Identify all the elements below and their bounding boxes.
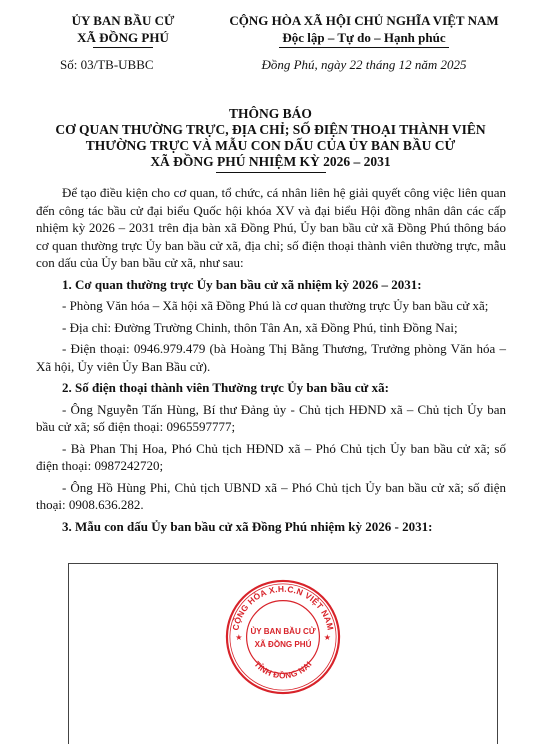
section1-item: - Điện thoại: 0946.979.479 (bà Hoàng Thị Bằng Thương, Trưởng phòng Văn hóa – Xã hội, Ủy viên Ủy Ban Bầu cử). (36, 341, 506, 374)
stamp-ring-bottom-text: TỈNH ĐỒNG NAI (252, 659, 314, 681)
title-underline (216, 172, 326, 173)
stamp-center-line2: XÃ ĐỒNG PHÚ (254, 639, 312, 649)
stamp-ring-top-text: CỘNG HÒA X.H.C.N VIỆT NAM (230, 583, 336, 632)
intro-paragraph: Để tạo điều kiện cho cơ quan, tổ chức, cá nhân liên hệ giải quyết công việc liên quan đến công tác bầu cử đại biểu Quốc hội khóa XV và đại biểu Hội đồng nhân dân các cấp nhiệm kỳ 2026 – 2031 trên địa bàn xã Đồng Phú, Ủy ban bầu cử xã Đồng Phú thông báo cơ quan thường trực Ủy ban bầu cử xã, địa chỉ; số điện thoại thành viên thường trực, mẫu con dấu của Ủy ban bầu cử xã, như sau: (36, 185, 506, 270)
section2-item: - Ông Hồ Hùng Phi, Chủ tịch UBND xã – Phó Chủ tịch Ủy ban bầu cử xã; số điện thoại: 0908.636.282. (36, 479, 506, 512)
document-title (20, 106, 521, 173)
stamp-center-line1: ỦY BAN BẦU CỬ (250, 627, 316, 637)
issue-date: Đồng Phú, ngày 22 tháng 12 năm 2025 (261, 57, 467, 72)
stamp-sample-box (68, 563, 498, 744)
motto-underline (279, 47, 449, 48)
stamp-star-left-icon: ★ (235, 632, 243, 642)
document-number: Số: 03/TB-UBBC (60, 57, 154, 72)
title-line1: THÔNG BÁO (229, 106, 312, 121)
section1-item: - Phòng Văn hóa – Xã hội xã Đồng Phú là cơ quan thường trực Ủy ban bầu cử xã; (62, 298, 489, 313)
title-line4: XÃ ĐỒNG PHÚ NHIỆM KỲ 2026 – 2031 (150, 154, 391, 169)
nation-name: CỘNG HÒA XÃ HỘI CHỦ NGHĨA VIỆT NAM (229, 13, 499, 28)
org-name-line1: ỦY BAN BẦU CỬ (71, 13, 175, 28)
org-underline (93, 47, 153, 48)
section1-heading: 1. Cơ quan thường trực Ủy ban bầu cử xã nhiệm kỳ 2026 – 2031: (62, 276, 422, 292)
section2-heading: 2. Số điện thoại thành viên Thường trực Ủy ban bầu cử xã: (62, 380, 389, 395)
section1-item: - Địa chỉ: Đường Trường Chinh, thôn Tân An, xã Đồng Phú, tỉnh Đồng Nai; (62, 319, 458, 335)
title-line3: THƯỜNG TRỰC VÀ MẪU CON DẤU CỦA ỦY BAN BẦU CỬ (85, 138, 456, 153)
section2-item: - Ông Nguyễn Tấn Hùng, Bí thư Đảng ủy - Chủ tịch HĐND xã – Chủ tịch Ủy ban bầu cử xã; số điện thoại: 0965597777; (36, 401, 506, 434)
section2-item: - Bà Phan Thị Hoa, Phó Chủ tịch HĐND xã – Phó Chủ tịch Ủy ban bầu cử xã; số điện thoại: 0987242720; (36, 440, 506, 473)
national-heading-block (214, 12, 514, 73)
official-stamp-seal (224, 578, 342, 696)
issuing-authority-block (48, 12, 198, 73)
title-line2: CƠ QUAN THƯỜNG TRỰC, ĐỊA CHỈ; SỐ ĐIỆN THOẠI THÀNH VIÊN (55, 122, 486, 137)
national-motto: Độc lập – Tự do – Hạnh phúc (282, 30, 446, 45)
document-body (36, 184, 506, 539)
org-name-line2: XÃ ĐỒNG PHÚ (77, 30, 169, 45)
section3-heading: 3. Mẫu con dấu Ủy ban bầu cử xã Đồng Phú nhiệm kỳ 2026 - 2031: (62, 518, 433, 534)
stamp-star-right-icon: ★ (323, 632, 331, 642)
